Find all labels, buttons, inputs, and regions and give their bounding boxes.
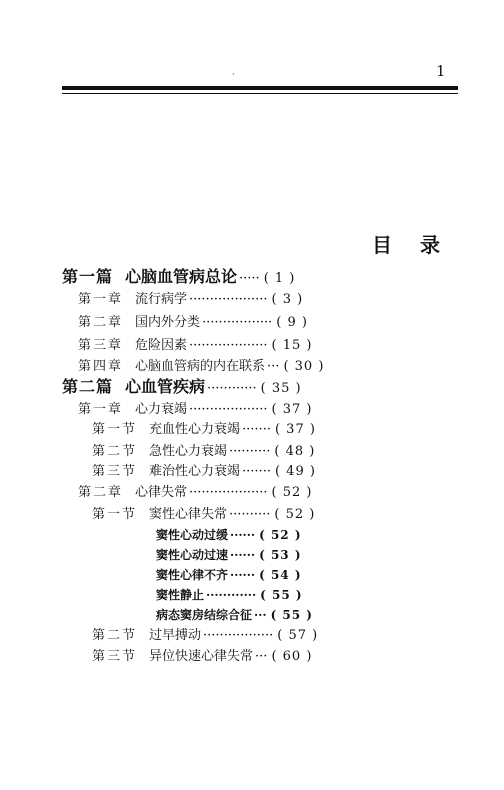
toc-entry-label: 第一章 xyxy=(78,402,124,417)
toc-entry-label: 第三节 xyxy=(92,464,138,479)
toc-entry[interactable] xyxy=(62,378,302,398)
toc-entry-title: 危险因素 xyxy=(135,338,188,353)
toc-entry-leader: ··················· xyxy=(189,292,268,307)
toc-entry-title: 充血性心力衰竭 xyxy=(149,422,241,437)
toc-entry-title: 窦性心律失常 xyxy=(149,507,228,522)
toc-entry-title: 病态窦房结综合征 xyxy=(156,608,253,622)
toc-entry-leader: ······· xyxy=(242,422,271,437)
toc-entry[interactable] xyxy=(78,337,313,355)
toc-entry[interactable] xyxy=(92,421,316,439)
toc-entry-label: 第二节 xyxy=(92,444,138,459)
toc-entry-label: 第二章 xyxy=(78,315,124,330)
toc-entry[interactable] xyxy=(92,627,318,645)
toc-entry-title: 国内外分类 xyxy=(135,315,201,330)
toc-entry-page: ( 54 ) xyxy=(259,568,302,582)
toc-entry-page: ( 15 ) xyxy=(271,338,313,353)
toc-entry[interactable] xyxy=(92,506,315,524)
toc-entry-page: ( 48 ) xyxy=(274,444,316,459)
toc-entry-page: ( 53 ) xyxy=(259,548,302,562)
toc-entry-leader: ··················· xyxy=(189,338,268,353)
toc-entry[interactable] xyxy=(92,463,316,481)
toc-entry-title: 窦性心动过缓 xyxy=(156,528,229,542)
toc-entry-title: 难治性心力衰竭 xyxy=(149,464,241,479)
toc-entry-page: ( 35 ) xyxy=(260,381,302,396)
toc-entry-title: 窦性心律不齐 xyxy=(156,568,229,582)
toc-entry-label: 第一节 xyxy=(92,422,138,437)
toc-entry[interactable] xyxy=(156,606,313,624)
toc-entry-page: ( 3 ) xyxy=(271,292,304,307)
toc-entry-leader: ··················· xyxy=(189,485,268,500)
toc-entry-title: 异位快速心律失常 xyxy=(149,649,254,664)
header-mark: · xyxy=(232,70,235,79)
toc-entry-title: 心血管疾病 xyxy=(125,377,206,396)
toc-entry-leader: ·········· xyxy=(229,507,271,522)
toc-entry-title: 心脑血管病总论 xyxy=(125,267,238,286)
toc-entry-label: 第二篇 xyxy=(62,377,114,396)
toc-entry[interactable] xyxy=(78,358,324,376)
toc-entry[interactable] xyxy=(156,586,303,604)
toc-entry-title: 心力衰竭 xyxy=(135,402,188,417)
toc-entry-page: ( 55 ) xyxy=(260,588,303,602)
toc-entry[interactable] xyxy=(156,566,302,584)
toc-entry-title: 急性心力衰竭 xyxy=(149,444,228,459)
toc-entry-leader: ··· xyxy=(254,608,267,622)
toc-entry-title: 流行病学 xyxy=(135,292,188,307)
toc-entry[interactable] xyxy=(92,648,312,666)
toc-entry-label: 第四章 xyxy=(78,359,124,374)
toc-entry-page: ( 60 ) xyxy=(271,649,313,664)
toc-entry[interactable] xyxy=(156,526,302,544)
toc-entry-page: ( 55 ) xyxy=(270,608,313,622)
toc-entry-page: ( 52 ) xyxy=(274,507,316,522)
toc-entry-leader: ······ xyxy=(230,568,256,582)
toc-entry-leader: ····· xyxy=(239,271,260,286)
toc-entry-label: 第二节 xyxy=(92,628,138,643)
toc-entry-label: 第一篇 xyxy=(62,267,114,286)
toc-entry-leader: ············ xyxy=(206,588,257,602)
toc-entry-leader: ······ xyxy=(230,548,256,562)
toc-entry[interactable] xyxy=(78,291,303,309)
toc-entry-label: 第二章 xyxy=(78,485,124,500)
toc-entry[interactable] xyxy=(62,268,295,288)
page-number: 1 xyxy=(436,62,446,80)
toc-entry-title: 过早搏动 xyxy=(149,628,202,643)
toc-entry-title: 心律失常 xyxy=(135,485,188,500)
toc-entry-page: ( 9 ) xyxy=(276,315,308,330)
toc-entry-page: ( 52 ) xyxy=(271,485,313,500)
toc-entry-leader: ·········· xyxy=(229,444,271,459)
toc-entry[interactable] xyxy=(78,401,313,419)
toc-entry-leader: ··· xyxy=(267,359,280,374)
toc-entry-page: ( 52 ) xyxy=(259,528,302,542)
toc-entry-page: ( 1 ) xyxy=(263,271,296,286)
toc-entry-page: ( 57 ) xyxy=(277,628,319,643)
toc-entry[interactable] xyxy=(92,443,315,461)
toc-entry-page: ( 49 ) xyxy=(274,464,316,479)
toc-entry[interactable] xyxy=(78,314,308,332)
toc-entry-label: 第三节 xyxy=(92,649,138,664)
toc-entry[interactable] xyxy=(156,546,302,564)
toc-entry-leader: ··· xyxy=(255,649,268,664)
toc-entry-title: 窦性静止 xyxy=(156,588,205,602)
toc-entry-leader: ··················· xyxy=(189,402,268,417)
toc-entry-label: 第一节 xyxy=(92,507,138,522)
toc-entry-label: 第一章 xyxy=(78,292,124,307)
toc-entry[interactable] xyxy=(78,484,313,502)
toc-entry-page: ( 37 ) xyxy=(274,422,316,437)
toc-entry-leader: ················· xyxy=(202,315,273,330)
toc-title: 目录 xyxy=(372,233,468,257)
toc-entry-page: ( 37 ) xyxy=(271,402,313,417)
toc-entry-page: ( 30 ) xyxy=(283,359,325,374)
toc-entry-title: 窦性心动过速 xyxy=(156,548,229,562)
toc-entry-leader: ······ xyxy=(230,528,256,542)
toc-entry-label: 第三章 xyxy=(78,338,124,353)
toc-entry-title: 心脑血管病的内在联系 xyxy=(135,359,266,374)
toc-entry-leader: ················· xyxy=(203,628,274,643)
toc-entry-leader: ······· xyxy=(242,464,271,479)
toc-entry-leader: ············ xyxy=(207,381,257,396)
